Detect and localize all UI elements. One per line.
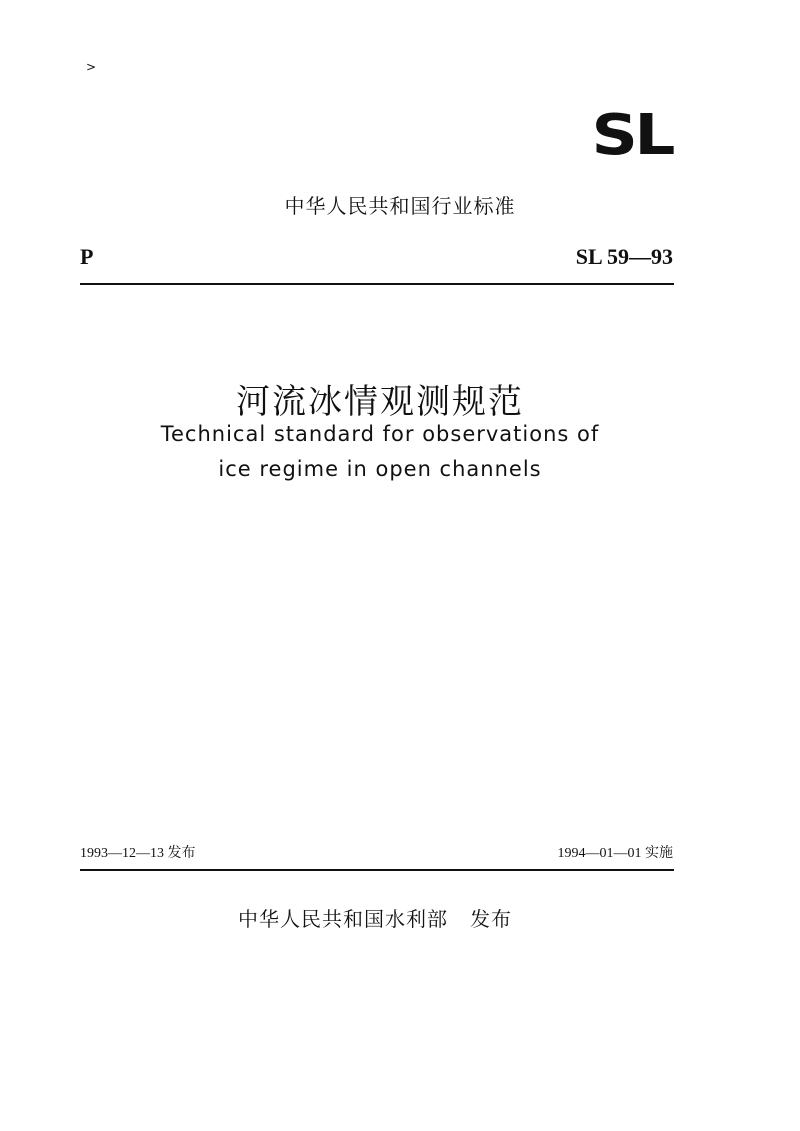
title-english-line2: ice regime in open channels: [218, 457, 542, 481]
sl-logo: SL: [591, 103, 672, 168]
bottom-divider: [80, 869, 674, 871]
publisher-line: 中华人民共和国水利部 发布: [237, 907, 513, 931]
issue-date: 1993—12—13 发布: [80, 846, 196, 861]
title-chinese: 河流冰情观测规范: [236, 382, 524, 422]
page-mark: >: [86, 60, 97, 74]
classification-code: P: [80, 244, 94, 269]
implementation-date: 1994—01—01 实施: [557, 846, 673, 861]
standard-number: SL 59—93: [575, 244, 673, 269]
standard-type-heading: 中华人民共和国行业标准: [284, 194, 516, 218]
top-divider: [80, 283, 674, 285]
title-english-line1: Technical standard for observations of: [160, 422, 600, 446]
